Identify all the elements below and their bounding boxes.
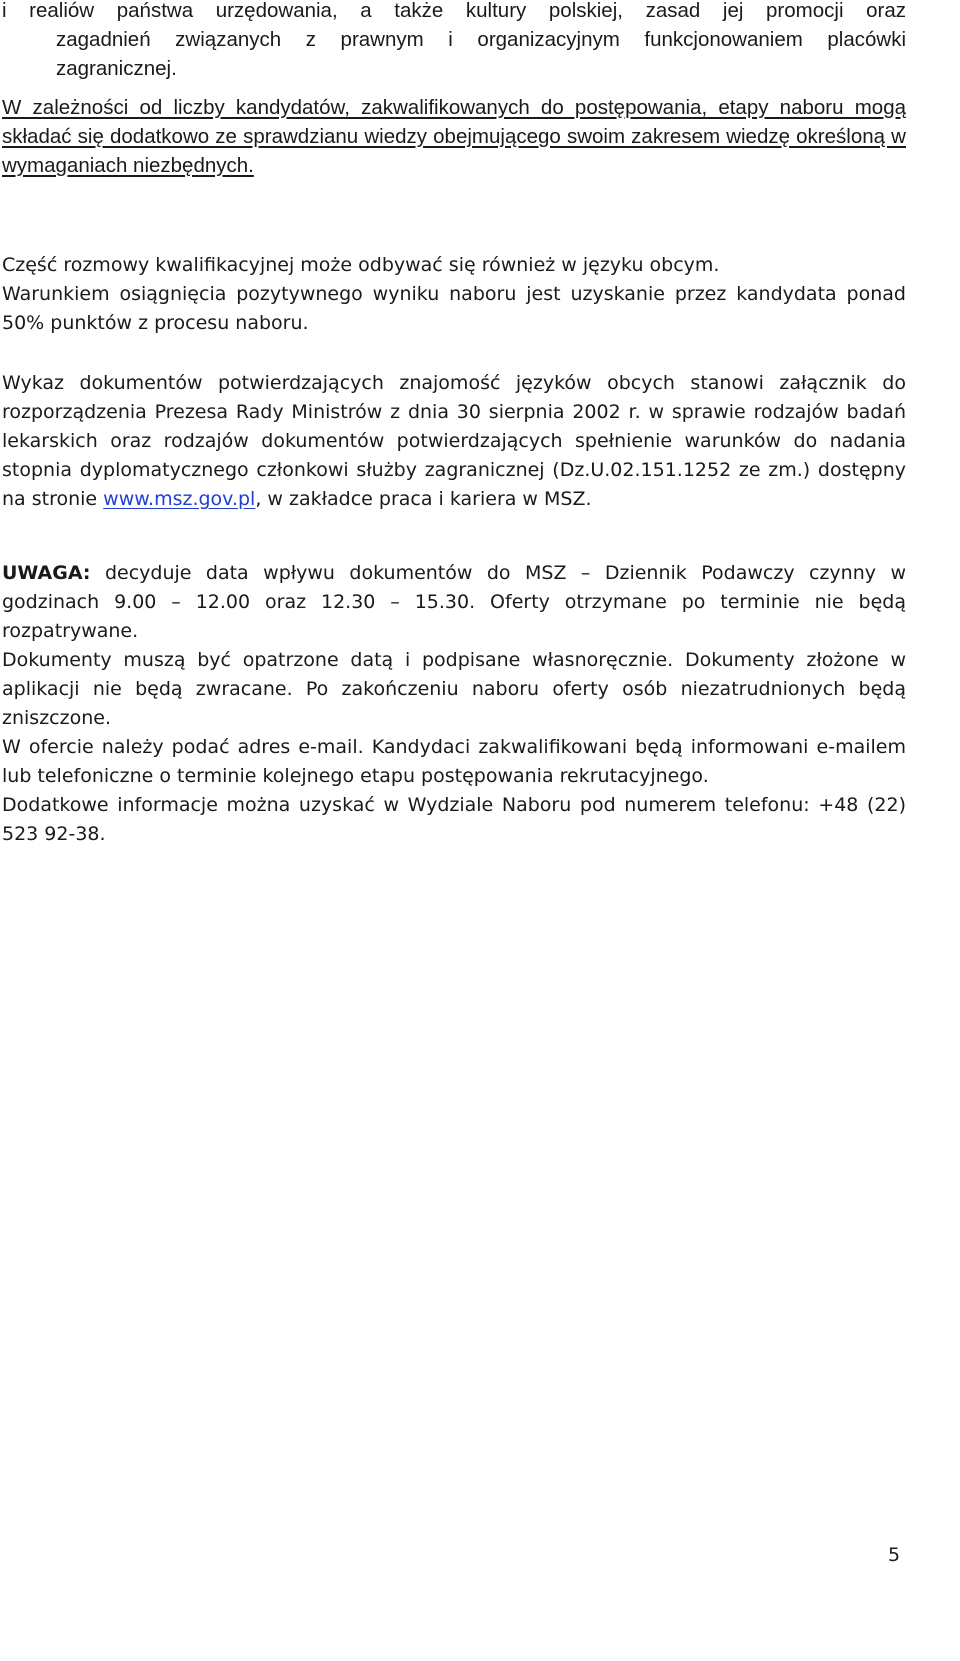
documents-paragraph [2, 369, 906, 514]
intro-line-2: zagadnień związanych z prawnym i organizacyjnym funkcjonowaniem placówki [56, 28, 906, 51]
contact-paragraph: Dodatkowe informacje można uzyskać w Wydziale Naboru pod numerem telefonu: +48 (22) 523 92-38. [2, 794, 906, 845]
page-number: 5 [888, 1544, 901, 1566]
notice-text: decyduje data wpływu dokumentów do MSZ – Dziennik Podawczy czynny w godzinach 9.00 – 12.00 oraz 12.30 – 15.30. Oferty otrzymane po terminie nie będą rozpatrywane. [2, 562, 906, 642]
documents-text: Wykaz dokumentów potwierdzających znajomość języków obcych stanowi załącznik do rozporządzenia Prezesa Rady Ministrów z dnia 30 sierpnia 2002 r. w sprawie rodzajów badań lekarskich oraz rodzajów dokumentów potwierdzających spełnienie warunków do nadania stopnia dyplomatycznego członkowi służby zagranicznej (Dz.U.02.151.1252 ze zm.) dostępny na stronie [2, 372, 906, 510]
email-paragraph: W ofercie należy podać adres e-mail. Kandydaci zakwalifikowani będą informowani e-mailem lub telefoniczne o terminie kolejnego etapu postępowania rekrutacyjnego. [2, 736, 906, 787]
passing-threshold-text: Warunkiem osiągnięcia pozytywnego wyniku naboru jest uzyskanie przez kandydata ponad 50% punktów z procesu naboru. [2, 283, 906, 334]
intro-line-1: i realiów państwa urzędowania, a także kultury polskiej, zasad jej promocji oraz [2, 0, 906, 22]
documents-text-end: , w zakładce praca i kariera w MSZ. [255, 488, 592, 510]
intro-line-3: zagranicznej. [56, 57, 177, 80]
notice-paragraph [2, 559, 906, 646]
interview-language-text: Część rozmowy kwalifikacyjnej może odbywać się również w języku obcym. [2, 254, 720, 276]
intro-paragraph-continuation [2, 0, 906, 83]
signature-paragraph: Dokumenty muszą być opatrzone datą i podpisane własnoręcznie. Dokumenty złożone w aplikacji nie będą zwracane. Po zakończeniu naboru oferty osób niezatrudnionych będą zniszczone. [2, 649, 906, 729]
stages-paragraph: W zależności od liczby kandydatów, zakwalifikowanych do postępowania, etapy naboru mogą składać się dodatkowo ze sprawdzianu wiedzy obejmującego swoim zakresem wiedzę określoną w wymaganiach niezbędnych. [2, 96, 906, 177]
notice-label: UWAGA: [2, 562, 91, 584]
notice-section [2, 559, 906, 849]
msz-website-link[interactable]: www.msz.gov.pl [103, 488, 256, 510]
interview-paragraph [2, 251, 906, 338]
